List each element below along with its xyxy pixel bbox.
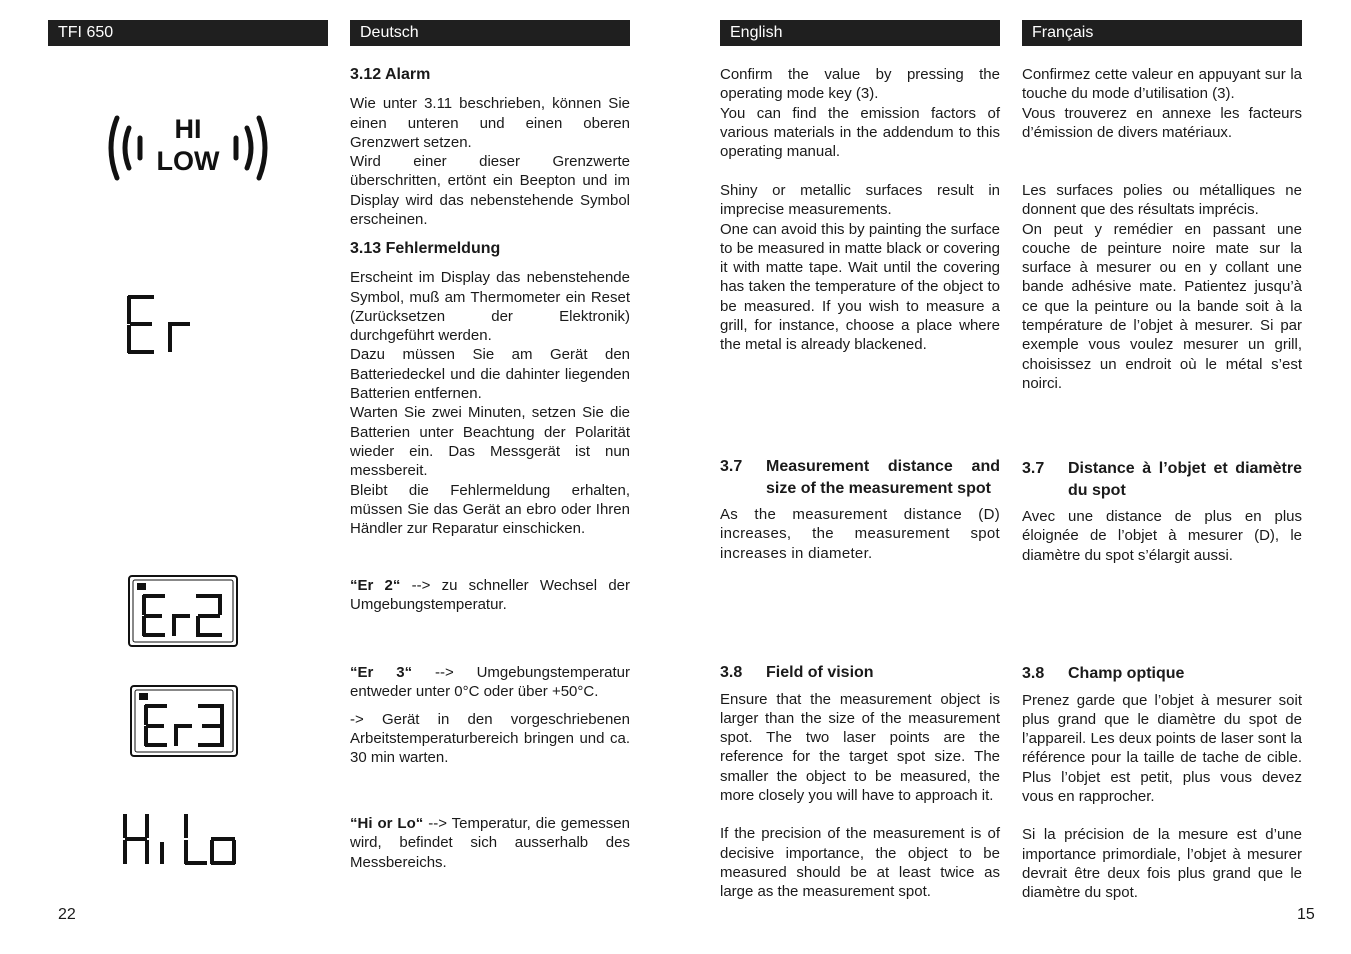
- error-paragraph-3: Warten Sie zwei Minuten, setzen Sie die Batterien unter Beachtung der Polarität wieder ein. Das Messgerät ist nun messbereit.: [350, 404, 630, 480]
- section-title: Measurement distance and size of the measurement spot: [766, 458, 1000, 497]
- section-title: Field of vision: [766, 664, 874, 681]
- hilo-display-icon: [122, 812, 238, 868]
- section-number: 3.8: [1022, 665, 1045, 682]
- english-3-7-text: As the measurement distance (D) increases, the measurement spot increases in diameter.: [720, 506, 1000, 562]
- alarm-heading: 3.12 Alarm: [350, 66, 431, 83]
- francais-paragraph-3: Les surfaces polies ou métalliques ne donnent que des résultats imprécis.: [1022, 182, 1302, 219]
- er2-code: “Er 2“: [350, 577, 401, 594]
- section-number: 3.8: [720, 664, 743, 681]
- english-paragraph-3: Shiny or metallic surfaces result in imprecise measurements.: [720, 182, 1000, 219]
- error-heading: 3.13 Fehlermeldung: [350, 240, 501, 257]
- header-model: TFI 650: [48, 20, 328, 46]
- english-paragraph-1: Confirm the value by pressing the operating mode key (3).: [720, 66, 1000, 103]
- english-section-3-8: [720, 662, 1000, 901]
- francais-3-8-heading: [1022, 663, 1302, 685]
- francais-paragraph-1: Confirmez cette valeur en appuyant sur la touche du mode d’utilisation (3).: [1022, 66, 1302, 103]
- hilo-text: --> Temperatur, die gemessen wird, befindet sich ausserhalb des Messbereichs.: [350, 815, 630, 871]
- er2-text: --> zu schneller Wechsel der Umgebungstemperatur.: [350, 577, 630, 614]
- alarm-paragraph-1: Wie unter 3.11 beschrieben, können Sie einen unteren und einen oberen Grenzwert setzen.: [350, 95, 630, 151]
- francais-3-8-paragraph-2: Si la précision de la mesure est d’une importance primordiale, l’objet à mesurer devrait être deux fois plus grand que le diamètre du spot.: [1022, 826, 1302, 902]
- hi-label: HI: [174, 114, 202, 144]
- francais-paragraph-4: On peut y remédier en passant une couche de peinture noire mate sur la surface à mesurer ou en y collant une bande adhésive mate. Patientez jusqu’à ce que la peinture ou la bande soit à la température de l’objet à mesurer. Si par exemple vous voulez mesurer un grill, choisissez un endroit où le métal s’est noirci.: [1022, 220, 1302, 392]
- er3-hint: -> Gerät in den vorgeschriebenen Arbeitstemperaturbereich bringen und ca. 30 min warten.: [350, 710, 630, 767]
- english-section-3-7: [720, 456, 1000, 563]
- francais-section-3-8: [1022, 663, 1302, 902]
- er-display-icon: [126, 294, 192, 356]
- low-label: LOW: [156, 146, 220, 176]
- english-paragraph-4: One can avoid this by painting the surface to be measured in matte black or covering it with matte tape. Wait until the covering has taken the temperature of the object to be measured. If you wish to measure a grill, for instance, choose a place where the metal is already blackened.: [720, 220, 1000, 354]
- hilo-code: “Hi or Lo“: [350, 815, 424, 832]
- hi-low-alarm-icon: [104, 112, 272, 184]
- er2-description: [350, 576, 630, 615]
- francais-intro: [1022, 65, 1302, 142]
- page-number-right: 15: [1297, 906, 1315, 923]
- english-3-8-paragraph-1: Ensure that the measurement object is larger than the size of the measurement spot. The two laser points are the reference for the target spot size. The smaller the object to be measured, the more closely you will have to approach it.: [720, 690, 1000, 804]
- error-paragraph-4: Bleibt die Fehlermeldung erhalten, müssen Sie das Gerät an ebro oder Ihren Händler zur Reparatur einschicken.: [350, 481, 630, 538]
- header-francais: Français: [1022, 20, 1302, 46]
- english-3-8-heading: [720, 662, 1000, 684]
- alarm-paragraph-2: Wird einer dieser Grenzwerte überschritten, ertönt ein Beepton und im Display wird das nebenstehende Symbol erscheinen.: [350, 153, 630, 229]
- english-surfaces: [720, 181, 1000, 355]
- header-deutsch: Deutsch: [350, 20, 630, 46]
- francais-surfaces: [1022, 181, 1302, 393]
- francais-3-7-heading: [1022, 458, 1302, 501]
- error-paragraph-1: Erscheint im Display das nebenstehende Symbol, muß am Thermometer ein Reset (Zurücksetzen der Elektronik) durchgeführt werden.: [350, 269, 630, 345]
- header-english: English: [720, 20, 1000, 46]
- francais-section-3-7: [1022, 458, 1302, 565]
- er3-text: --> Umgebungstemperatur entweder unter 0°C oder über +50°C.: [350, 664, 631, 701]
- hilo-description: [350, 814, 630, 872]
- section-number: 3.7: [720, 458, 743, 475]
- er2-display-icon: [128, 575, 238, 647]
- francais-paragraph-2: Vous trouverez en annexe les facteurs d’émission de divers matériaux.: [1022, 104, 1302, 141]
- english-3-7-heading: [720, 456, 1000, 499]
- er3-code: “Er 3“: [350, 664, 413, 681]
- deutsch-error-section: [350, 239, 630, 538]
- francais-3-7-text: Avec une distance de plus en plus éloignée de l’objet à mesurer (D), le diamètre du spot s’élargit aussi.: [1022, 508, 1302, 564]
- english-paragraph-2: You can find the emission factors of various materials in the addendum to this operating manual.: [720, 104, 1000, 161]
- er3-display-icon: [130, 685, 238, 757]
- page-number-left: 22: [58, 906, 76, 923]
- deutsch-alarm-section: [350, 65, 630, 229]
- error-paragraph-2: Dazu müssen Sie am Gerät den Batteriedeckel und die dahinter liegenden Batterien entfernen.: [350, 346, 630, 403]
- english-intro: [720, 65, 1000, 161]
- francais-3-8-paragraph-1: Prenez garde que l’objet à mesurer soit plus grand que le diamètre du spot de l’appareil. Les deux points de laser sont la référence pour la taille de tache de cible. Plus l’objet est petit, plus vous devez vous en rapprocher.: [1022, 691, 1302, 805]
- section-title: Distance à l’objet et diamètre du spot: [1068, 460, 1302, 499]
- section-title: Champ optique: [1068, 665, 1185, 682]
- er3-description: [350, 663, 630, 767]
- section-number: 3.7: [1022, 460, 1045, 477]
- english-3-8-paragraph-2: If the precision of the measurement is of decisive importance, the object to be measured should be at least twice as large as the measurement spot.: [720, 825, 1000, 901]
